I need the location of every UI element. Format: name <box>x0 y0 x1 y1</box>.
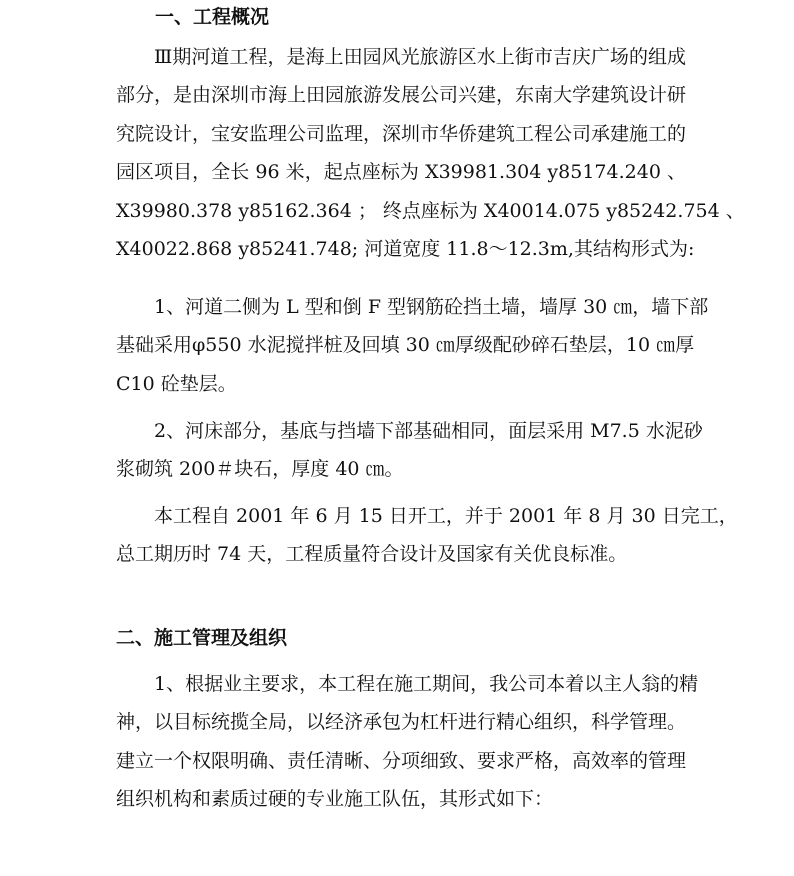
section-2-paragraph-1 <box>116 665 699 819</box>
text-line: 组织机构和素质过硬的专业施工队伍，其形式如下： <box>116 788 554 811</box>
text-line: 浆砌筑 200＃块石，厚度 40 ㎝。 <box>116 458 404 481</box>
text-line: 1、根据业主要求，本工程在施工期间，我公司本着以主人翁的精 <box>154 673 699 695</box>
text-line: X39980.378 y85162.364 ； 终点座标为 X40014.075 y85242.754 、 <box>116 199 745 222</box>
text-line: 基础采用φ550 水泥搅拌桩及回填 30 ㎝厚级配砂碎石垫层，10 ㎝厚 <box>116 334 695 357</box>
section-1-paragraph-2 <box>116 288 709 403</box>
section-1-paragraph-1 <box>116 38 745 268</box>
text-line: Ⅲ期河道工程，是海上田园风光旅游区水上街市吉庆广场的组成 <box>154 46 686 68</box>
section-1-paragraph-3 <box>116 412 703 489</box>
text-line: 2、河床部分，基底与挡墙下部基础相同，面层采用 M7.5 水泥砂 <box>154 420 703 442</box>
text-line: 建立一个权限明确、责任清晰、分项细致、要求严格，高效率的管理 <box>116 749 687 772</box>
text-line: X40022.868 y85241.748; 河道宽度 11.8～12.3m,其结构形式为: <box>116 238 695 261</box>
section-2-heading: 二、施工管理及组织 <box>116 627 288 649</box>
text-line: 本工程自 2001 年 6 月 15 日开工，并于 2001 年 8 月 30 日完工， <box>154 505 738 527</box>
text-line: 部分，是由深圳市海上田园旅游发展公司兴建，东南大学建筑设计研 <box>116 84 687 107</box>
text-line: 园区项目，全长 96 米，起点座标为 X39981.304 y85174.240 、 <box>116 161 686 184</box>
text-line: C10 砼垫层。 <box>116 372 237 395</box>
text-line: 1、河道二侧为 L 型和倒 F 型钢筋砼挡土墙，墙厚 30 ㎝，墙下部 <box>154 296 709 318</box>
text-line: 总工期历时 74 天，工程质量符合设计及国家有关优良标准。 <box>116 543 628 566</box>
section-1-paragraph-4 <box>116 497 738 574</box>
section-1-heading: 一、工程概况 <box>155 6 270 28</box>
text-line: 神，以目标统揽全局，以经济承包为杠杆进行精心组织，科学管理。 <box>116 711 687 734</box>
text-line: 究院设计，宝安监理公司监理，深圳市华侨建筑工程公司承建施工的 <box>116 122 687 145</box>
